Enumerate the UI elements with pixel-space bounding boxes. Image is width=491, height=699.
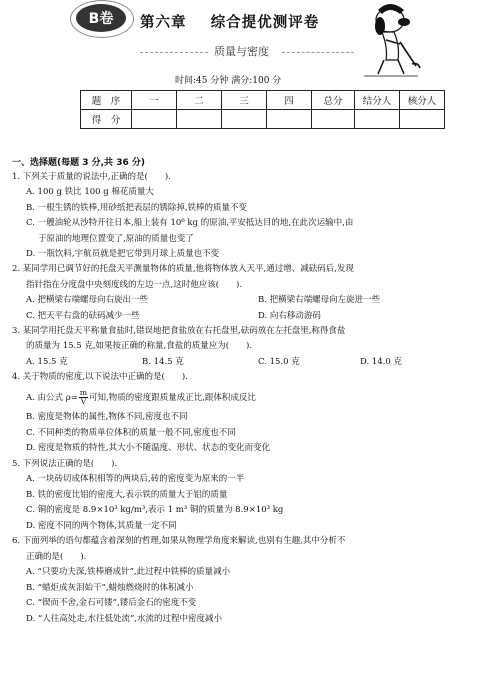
question-2-option-c: C. 把天平右盘的砝码减少一些: [26, 311, 140, 321]
question-4-option-c: C. 不同种类的物质单位体积的质量一般不同,密度也不同: [26, 428, 236, 438]
table-cell: 一: [132, 91, 177, 110]
table-cell: 总分: [312, 91, 355, 110]
question-2-stem-cont: 指针指在分度盘中央刻度线的左边一点,这时他应该( ).: [26, 280, 243, 290]
page-title: 第六章 综合提优测评卷: [140, 15, 320, 31]
question-6-stem: 6. 下面列举的语句都蕴含着深刻的哲理,如果从物理学角度来解读,也别有生趣,其中分析不: [12, 536, 346, 546]
question-5-option-b: B. 铁的密度比铝的密度大,表示铁的质量大于铝的质量: [26, 490, 228, 500]
paper-badge: B卷: [76, 4, 126, 32]
question-4-option-a: [26, 387, 256, 409]
question-1-option-c: C. 一艘油轮从沙特开往日本,船上装有 10⁶ kg 的原油,平安抵达目的地,在此次运输中,由: [26, 218, 354, 228]
score-input-cell[interactable]: [267, 110, 312, 129]
score-input-cell[interactable]: [132, 110, 177, 129]
table-cell: 四: [267, 91, 312, 110]
page-subtitle: 质量与密度: [214, 45, 269, 58]
question-6-option-a: A. “只要功夫深,铁棒磨成针”,此过程中铁棒的质量减小: [26, 567, 231, 577]
question-6-option-d: D. “人往高处走,水往低处流”,水流的过程中密度减小: [26, 614, 223, 624]
question-3-option-a: A. 15.5 克: [26, 357, 68, 367]
score-input-cell[interactable]: [400, 110, 445, 129]
table-cell: 得 分: [81, 110, 132, 129]
density-fraction: [79, 389, 88, 406]
table-cell: 二: [177, 91, 222, 110]
question-3-stem: 3. 某同学用托盘天平称量食盐时,错误地把食盐放在右托盘里,砝码放在左托盘里,称得食盐: [12, 326, 346, 336]
question-4-option-d: D. 密度是物质的特性,其大小不随温度、形状、状态的变化而变化: [26, 443, 271, 453]
score-table-score-row: [81, 110, 445, 129]
time-and-score-info: 时间:45 分钟 满分:100 分: [175, 76, 282, 86]
formula-prefix: A. 由公式 ρ=: [26, 393, 78, 403]
question-3-stem-cont: 的质量为 15.5 克,如果按正确的称量,食盐的质量应为( ).: [26, 341, 253, 351]
score-input-cell[interactable]: [312, 110, 355, 129]
score-input-cell[interactable]: [222, 110, 267, 129]
question-6-stem-cont: 正确的是( ).: [26, 552, 87, 562]
question-3-option-d: D. 14.0 克: [360, 357, 403, 367]
section-heading: 一、选择题(每题 3 分,共 36 分): [12, 158, 145, 168]
question-4-stem: 4. 关于物质的密度,以下说法中正确的是( ).: [12, 372, 188, 382]
fraction-denominator: V: [80, 397, 87, 406]
table-cell: 三: [222, 91, 267, 110]
question-6-option-b: B. “蜡炬成灰泪始干”,蜡烛燃烧时的体积减小: [26, 583, 194, 593]
table-cell: 结分人: [355, 91, 400, 110]
subtitle-divider-left: [140, 52, 208, 53]
question-1-option-c-cont: 于原油的地理位置变了,原油的质量也变了: [38, 234, 194, 244]
subtitle-divider-right: [282, 52, 354, 53]
question-3-option-c: C. 15.0 克: [258, 357, 300, 367]
question-1-stem: 1. 下列关于质量的说法中,正确的是( ).: [12, 172, 171, 182]
question-2-option-b: B. 把横梁右端螺母向左旋进一些: [258, 295, 381, 305]
score-input-cell[interactable]: [355, 110, 400, 129]
question-5-option-c: C. 铜的密度是 8.9×10³ kg/m³,表示 1 m³ 铜的质量为 8.9×10³ kg: [26, 505, 284, 515]
score-table: [80, 90, 445, 129]
question-3-option-b: B. 14.5 克: [142, 357, 184, 367]
question-5-option-d: D. 密度不同的两个物体,其质量一定不同: [26, 521, 177, 531]
question-1-option-a: A. 100 g 铁比 100 g 棉花质量大: [26, 187, 154, 197]
question-1-option-b: B. 一根生锈的铁棒,用砂纸把表层的锈除掉,铁棒的质量不变: [26, 203, 248, 213]
question-2-stem: 2. 某同学用已调节好的托盘天平测量物体的质量,他将物体放入天平,通过增、减砝码后,发现: [12, 264, 354, 274]
score-input-cell[interactable]: [177, 110, 222, 129]
question-4-option-b: B. 密度是物体的属性,物体不同,密度也不同: [26, 412, 188, 422]
fraction-numerator: m: [79, 388, 87, 397]
snoopy-mascot-icon: [360, 0, 422, 82]
question-5-stem: 5. 下列说法正确的是( ).: [12, 459, 118, 469]
table-cell: 题 序: [81, 91, 132, 110]
question-1-option-d: D. 一瓶饮料,宇航员就是把它带到月球上质量也不变: [26, 249, 220, 259]
question-6-option-c: C. “锲而不舍,金石可镂”,镂后金石的密度不变: [26, 598, 197, 608]
question-2-option-d: D. 向右移动游码: [258, 311, 321, 321]
question-2-option-a: A. 把横梁右端螺母向右旋出一些: [26, 295, 149, 305]
question-5-option-a: A. 一块砖切成体积相等的两块后,砖的密度变为原来的一半: [26, 474, 245, 484]
score-table-header-row: [81, 91, 445, 110]
table-cell: 核分人: [400, 91, 445, 110]
formula-suffix: 可知,物质的密度跟质量成正比,跟体积成反比: [89, 393, 256, 403]
